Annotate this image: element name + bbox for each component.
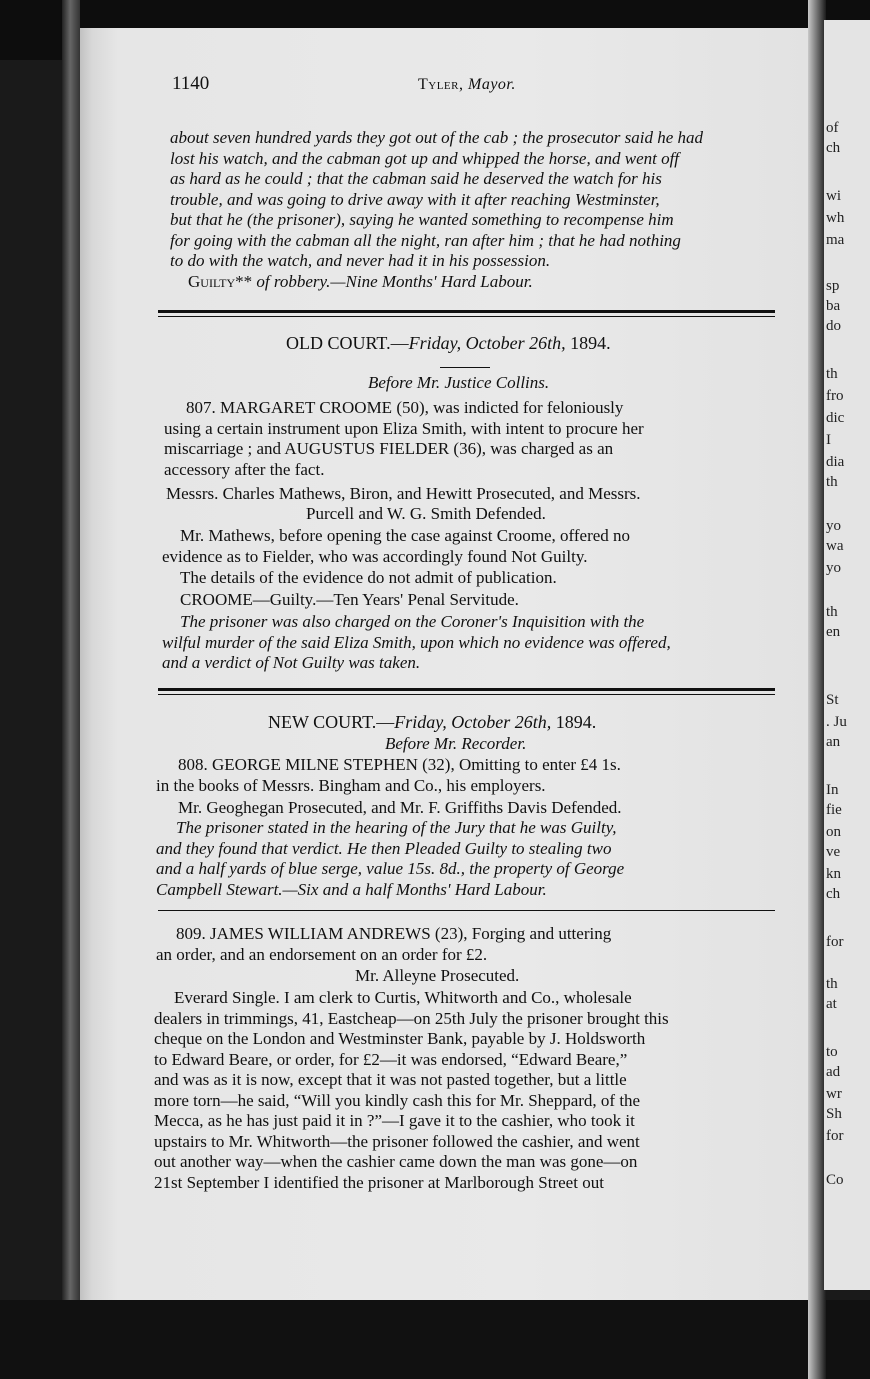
section-rule-2-top: [158, 688, 775, 691]
tail806-line: for going with the cabman all the night, ran after him ; that he had nothing: [170, 230, 681, 250]
c809ev-line: to Edward Beare, or order, for £2—it was endorsed, “Edward Beare,”: [154, 1049, 628, 1069]
facing-page-fragment: at: [826, 996, 837, 1012]
c809ev-line: upstairs to Mr. Whitworth—the prisoner followed the cashier, and went: [154, 1131, 640, 1151]
facing-page-fragment: ma: [826, 232, 845, 248]
facing-page-fragment: an: [826, 734, 841, 750]
facing-page-fragment: wr: [826, 1086, 842, 1102]
case-807-details: The details of the evidence do not admit of publication.: [180, 568, 557, 587]
new-court-judge: Before Mr. Recorder.: [385, 734, 527, 753]
section-rule-2-bottom: [158, 694, 775, 695]
verdict-806: Guilty** of robbery.—Nine Months' Hard Labour.: [188, 272, 533, 291]
facing-page-fragment: dic: [826, 410, 845, 426]
tail806-line: lost his watch, and the cabman got up and whipped the horse, and went off: [170, 148, 680, 168]
section-rule-bottom: [158, 316, 775, 317]
running-title: Tyler, Mayor.: [418, 76, 516, 93]
facing-page-fragment: th: [826, 366, 838, 382]
tail806-line: trouble, and was going to drive away with it after reaching Westminster,: [170, 189, 660, 209]
short-rule: [440, 367, 490, 368]
c809ev-line: Everard Single. I am clerk to Curtis, Whitworth and Co., wholesale: [174, 988, 632, 1007]
tail806-line: as hard as he could ; that the cabman said he deserved the watch for his: [170, 169, 662, 188]
occor-line: The prisoner was also charged on the Coroner's Inquisition with the: [180, 612, 645, 631]
section-rule-top: [158, 310, 775, 313]
c809-line: an order, and an endorsement on an order for £2.: [156, 944, 488, 964]
new-court-heading: NEW COURT.—Friday, October 26th, 1894.: [268, 712, 597, 732]
ncplea-line: The prisoner stated in the hearing of the Jury that he was Guilty,: [176, 818, 617, 837]
ocmath-line: Mr. Mathews, before opening the case against Croome, offered no: [180, 526, 631, 545]
case-808-counsel: Mr. Geoghegan Prosecuted, and Mr. F. Griffiths Davis Defended.: [178, 798, 622, 817]
occor-line: wilful murder of the said Eliza Smith, upon which no evidence was offered,: [162, 632, 671, 652]
facing-page-fragment: th: [826, 604, 838, 620]
ncplea-line: Campbell Stewart.—Six and a half Months' Hard Labour.: [156, 879, 547, 899]
ncplea-line: and they found that verdict. He then Pleaded Guilty to stealing two: [156, 838, 612, 858]
facing-page-fragment: on: [826, 824, 841, 840]
old-court-judge: Before Mr. Justice Collins.: [368, 373, 550, 392]
facing-page-fragment: ch: [826, 886, 841, 902]
tail806-line: about seven hundred yards they got out of the cab ; the prosecutor said he had: [170, 128, 704, 147]
case-807-counsel-1: Messrs. Charles Mathews, Biron, and Hewitt Prosecuted, and Messrs.: [166, 484, 641, 503]
oc807-line: accessory after the fact.: [164, 459, 325, 479]
facing-page-fragment: . Ju: [826, 714, 847, 730]
facing-page-fragment: yo: [826, 518, 841, 534]
facing-page-fragment: I: [826, 432, 831, 448]
facing-page-fragment: fie: [826, 802, 842, 818]
facing-page-fragment: sp: [826, 278, 840, 294]
old-court-heading: OLD COURT.—Friday, October 26th, 1894.: [286, 333, 611, 353]
ocmath-line: evidence as to Fielder, who was accordingly found Not Guilty.: [162, 546, 588, 566]
case-807-counsel-2: Purcell and W. G. Smith Defended.: [306, 504, 546, 523]
facing-page-fragment: wi: [826, 188, 841, 204]
facing-page-fragment: In: [826, 782, 839, 798]
case-807-verdict: CROOME—Guilty.—Ten Years' Penal Servitude.: [180, 590, 519, 609]
facing-page-fragment: for: [826, 1128, 844, 1144]
facing-page-fragment: en: [826, 624, 841, 640]
occor-line: and a verdict of Not Guilty was taken.: [162, 653, 421, 672]
facing-page-fragment: St: [826, 692, 839, 708]
c809ev-line: out another way—when the cashier came down the man was gone—on: [154, 1152, 638, 1171]
c809ev-line: cheque on the London and Westminster Bank, payable by J. Holdsworth: [154, 1029, 646, 1048]
facing-page-fragment: to: [826, 1044, 838, 1060]
section-rule-3: [158, 910, 775, 911]
nc808-line: 808. GEORGE MILNE STEPHEN (32), Omitting to enter £4 1s.: [178, 755, 621, 774]
tail806-line: to do with the watch, and never had it in his possession.: [170, 251, 551, 270]
c809ev-line: more torn—he said, “Will you kindly cash this for Mr. Sheppard, of the: [154, 1090, 641, 1110]
facing-page-fragment: Co: [826, 1172, 844, 1188]
facing-page-fragment: ch: [826, 140, 841, 156]
oc807-line: 807. MARGARET CROOME (50), was indicted for feloniously: [186, 398, 624, 417]
tail806-line: but that he (the prisoner), saying he wanted something to recompense him: [170, 210, 674, 229]
oc807-line: miscarriage ; and AUGUSTUS FIELDER (36), was charged as an: [164, 439, 614, 458]
facing-page-fragment: kn: [826, 866, 841, 882]
facing-page-fragment: ve: [826, 844, 841, 860]
facing-page-fragment: Sh: [826, 1106, 842, 1122]
facing-page-fragment: dia: [826, 454, 845, 470]
c809-line: 809. JAMES WILLIAM ANDREWS (23), Forging and uttering: [176, 924, 612, 943]
facing-page-fragment: fro: [826, 388, 844, 404]
c809ev-line: dealers in trimmings, 41, Eastcheap—on 25th July the prisoner brought this: [154, 1008, 669, 1028]
facing-page-fragment: ad: [826, 1064, 841, 1080]
facing-page-fragment: wa: [826, 538, 844, 554]
facing-page-fragment: yo: [826, 560, 841, 576]
ncplea-line: and a half yards of blue serge, value 15s. 8d., the property of George: [156, 859, 625, 878]
facing-page-fragment: do: [826, 318, 841, 334]
page-number: 1140: [172, 73, 210, 94]
c809ev-line: 21st September I identified the prisoner at Marlborough Street out: [154, 1172, 604, 1192]
facing-page-fragment: for: [826, 934, 844, 950]
c809ev-line: and was as it is now, except that it was not pasted together, but a little: [154, 1070, 627, 1089]
facing-page-fragment: th: [826, 976, 838, 992]
c809ev-line: Mecca, as he has just paid it in ?”—I gave it to the cashier, who took it: [154, 1111, 635, 1130]
facing-page-fragment: ba: [826, 298, 841, 314]
facing-page-fragment: th: [826, 474, 838, 490]
nc808-line: in the books of Messrs. Bingham and Co., his employers.: [156, 775, 546, 795]
oc807-line: using a certain instrument upon Eliza Smith, with intent to procure her: [164, 418, 644, 438]
facing-page-fragment: of: [826, 120, 839, 136]
case-809-counsel: Mr. Alleyne Prosecuted.: [355, 966, 520, 985]
facing-page-fragment: wh: [826, 210, 845, 226]
